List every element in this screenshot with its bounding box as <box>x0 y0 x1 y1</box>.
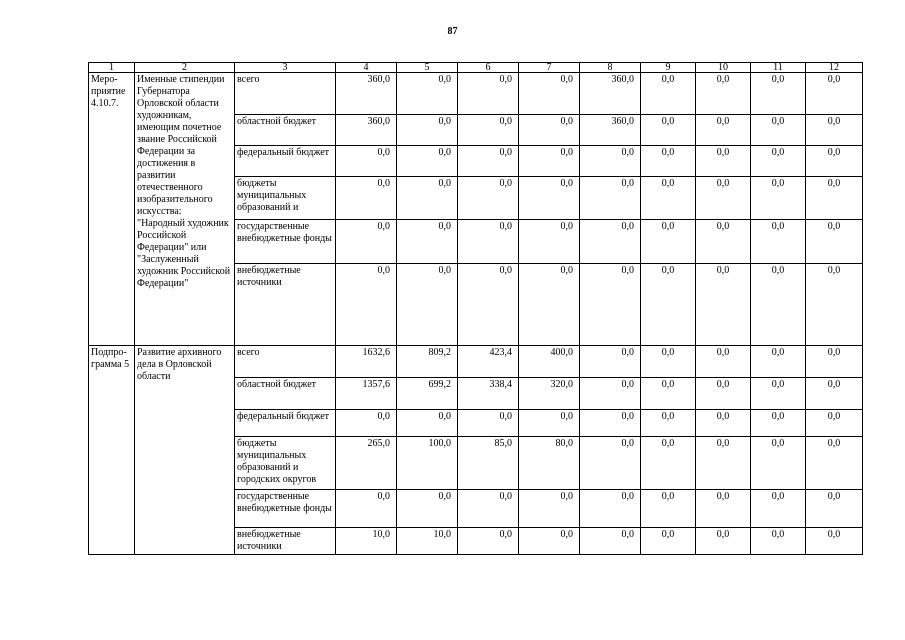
funding-source-cell: федеральный бюджет <box>235 146 336 177</box>
value-cell: 0,0 <box>696 346 751 378</box>
funding-source-cell: государственные внебюджетные фонды <box>235 490 336 528</box>
value-cell: 0,0 <box>397 410 458 437</box>
value-cell: 0,0 <box>751 490 806 528</box>
value-cell: 0,0 <box>641 264 696 346</box>
funding-source-cell: всего <box>235 73 336 115</box>
value-cell: 0,0 <box>397 146 458 177</box>
budget-table <box>88 62 863 555</box>
value-cell: 0,0 <box>458 490 519 528</box>
value-cell: 0,0 <box>580 490 641 528</box>
value-cell: 0,0 <box>751 177 806 220</box>
value-cell: 0,0 <box>519 490 580 528</box>
page-number: 87 <box>447 26 458 37</box>
value-cell: 0,0 <box>458 73 519 115</box>
value-cell: 0,0 <box>696 177 751 220</box>
value-cell: 0,0 <box>751 528 806 555</box>
value-cell: 0,0 <box>806 346 863 378</box>
value-cell: 0,0 <box>806 378 863 410</box>
value-cell: 0,0 <box>806 115 863 146</box>
value-cell: 0,0 <box>519 220 580 264</box>
funding-source-cell: внебюджетные источники <box>235 264 336 346</box>
value-cell: 0,0 <box>519 73 580 115</box>
value-cell: 0,0 <box>336 220 397 264</box>
funding-source-cell: государственные внебюджетные фонды <box>235 220 336 264</box>
value-cell: 0,0 <box>696 220 751 264</box>
value-cell: 809,2 <box>397 346 458 378</box>
value-cell: 0,0 <box>519 177 580 220</box>
value-cell: 0,0 <box>751 378 806 410</box>
value-cell: 10,0 <box>397 528 458 555</box>
column-header-row <box>89 63 863 73</box>
value-cell: 0,0 <box>397 73 458 115</box>
value-cell: 699,2 <box>397 378 458 410</box>
item-name-cell: Развитие архивного дела в Орловской области <box>135 346 235 555</box>
column-header: 3 <box>235 63 336 73</box>
value-cell: 0,0 <box>458 220 519 264</box>
value-cell: 0,0 <box>641 528 696 555</box>
value-cell: 0,0 <box>397 220 458 264</box>
value-cell: 0,0 <box>458 115 519 146</box>
value-cell: 0,0 <box>519 410 580 437</box>
value-cell: 80,0 <box>519 437 580 490</box>
table-body <box>89 63 863 555</box>
funding-source-cell: бюджеты муниципальных образований и <box>235 177 336 220</box>
value-cell: 0,0 <box>580 528 641 555</box>
value-cell: 0,0 <box>806 177 863 220</box>
item-code-cell: Меро-приятие 4.10.7. <box>89 73 135 346</box>
value-cell: 0,0 <box>519 146 580 177</box>
column-header: 4 <box>336 63 397 73</box>
value-cell: 0,0 <box>458 410 519 437</box>
value-cell: 320,0 <box>519 378 580 410</box>
value-cell: 0,0 <box>519 115 580 146</box>
value-cell: 0,0 <box>696 264 751 346</box>
funding-source-cell: областной бюджет <box>235 378 336 410</box>
value-cell: 0,0 <box>641 177 696 220</box>
column-header: 2 <box>135 63 235 73</box>
value-cell: 0,0 <box>580 220 641 264</box>
value-cell: 0,0 <box>641 410 696 437</box>
value-cell: 0,0 <box>751 437 806 490</box>
value-cell: 0,0 <box>751 264 806 346</box>
value-cell: 0,0 <box>806 437 863 490</box>
value-cell: 1632,6 <box>336 346 397 378</box>
value-cell: 0,0 <box>806 146 863 177</box>
value-cell: 0,0 <box>751 220 806 264</box>
column-header: 5 <box>397 63 458 73</box>
value-cell: 0,0 <box>641 346 696 378</box>
value-cell: 0,0 <box>806 528 863 555</box>
value-cell: 0,0 <box>458 528 519 555</box>
funding-source-cell: всего <box>235 346 336 378</box>
value-cell: 0,0 <box>580 177 641 220</box>
value-cell: 423,4 <box>458 346 519 378</box>
value-cell: 0,0 <box>696 378 751 410</box>
value-cell: 0,0 <box>458 264 519 346</box>
value-cell: 0,0 <box>519 264 580 346</box>
value-cell: 0,0 <box>336 264 397 346</box>
table-row <box>89 73 863 115</box>
value-cell: 0,0 <box>580 378 641 410</box>
column-header: 6 <box>458 63 519 73</box>
column-header: 1 <box>89 63 135 73</box>
column-header: 9 <box>641 63 696 73</box>
value-cell: 100,0 <box>397 437 458 490</box>
value-cell: 0,0 <box>336 177 397 220</box>
value-cell: 0,0 <box>641 146 696 177</box>
value-cell: 338,4 <box>458 378 519 410</box>
value-cell: 360,0 <box>580 73 641 115</box>
value-cell: 0,0 <box>336 490 397 528</box>
value-cell: 360,0 <box>336 115 397 146</box>
value-cell: 0,0 <box>641 115 696 146</box>
value-cell: 0,0 <box>397 264 458 346</box>
value-cell: 0,0 <box>580 146 641 177</box>
funding-source-cell: бюджеты муниципальных образований и городских округов <box>235 437 336 490</box>
value-cell: 0,0 <box>458 177 519 220</box>
value-cell: 0,0 <box>751 410 806 437</box>
value-cell: 0,0 <box>806 490 863 528</box>
item-code-cell: Подпро-грамма 5 <box>89 346 135 555</box>
value-cell: 10,0 <box>336 528 397 555</box>
value-cell: 1357,6 <box>336 378 397 410</box>
value-cell: 0,0 <box>806 220 863 264</box>
value-cell: 0,0 <box>806 264 863 346</box>
item-name-cell: Именные стипендии Губернатора Орловской области художникам, имеющим почетное звание Российской Федерации за достижения в развитии отечественного изобразительного искусства: "Народный художник Российской Федерации" или "Заслуженный художник Российской Федерации" <box>135 73 235 346</box>
value-cell: 0,0 <box>806 73 863 115</box>
column-header: 11 <box>751 63 806 73</box>
funding-source-cell: областной бюджет <box>235 115 336 146</box>
value-cell: 0,0 <box>696 115 751 146</box>
value-cell: 0,0 <box>641 490 696 528</box>
value-cell: 0,0 <box>696 490 751 528</box>
value-cell: 0,0 <box>806 410 863 437</box>
value-cell: 0,0 <box>696 410 751 437</box>
column-header: 8 <box>580 63 641 73</box>
value-cell: 0,0 <box>751 146 806 177</box>
value-cell: 0,0 <box>751 346 806 378</box>
funding-source-cell: федеральный бюджет <box>235 410 336 437</box>
value-cell: 0,0 <box>580 410 641 437</box>
value-cell: 0,0 <box>641 73 696 115</box>
value-cell: 0,0 <box>696 437 751 490</box>
value-cell: 0,0 <box>397 115 458 146</box>
table-row <box>89 346 863 378</box>
value-cell: 265,0 <box>336 437 397 490</box>
value-cell: 0,0 <box>641 437 696 490</box>
funding-source-cell: внебюджетные источники <box>235 528 336 555</box>
value-cell: 400,0 <box>519 346 580 378</box>
value-cell: 0,0 <box>696 73 751 115</box>
value-cell: 0,0 <box>641 220 696 264</box>
column-header: 7 <box>519 63 580 73</box>
value-cell: 0,0 <box>751 73 806 115</box>
column-header: 12 <box>806 63 863 73</box>
column-header: 10 <box>696 63 751 73</box>
value-cell: 0,0 <box>519 528 580 555</box>
value-cell: 0,0 <box>580 264 641 346</box>
value-cell: 0,0 <box>696 528 751 555</box>
value-cell: 0,0 <box>580 346 641 378</box>
value-cell: 0,0 <box>751 115 806 146</box>
value-cell: 0,0 <box>336 410 397 437</box>
value-cell: 85,0 <box>458 437 519 490</box>
value-cell: 0,0 <box>580 437 641 490</box>
value-cell: 360,0 <box>336 73 397 115</box>
value-cell: 0,0 <box>397 490 458 528</box>
value-cell: 0,0 <box>336 146 397 177</box>
value-cell: 0,0 <box>458 146 519 177</box>
value-cell: 360,0 <box>580 115 641 146</box>
value-cell: 0,0 <box>641 378 696 410</box>
value-cell: 0,0 <box>696 146 751 177</box>
value-cell: 0,0 <box>397 177 458 220</box>
